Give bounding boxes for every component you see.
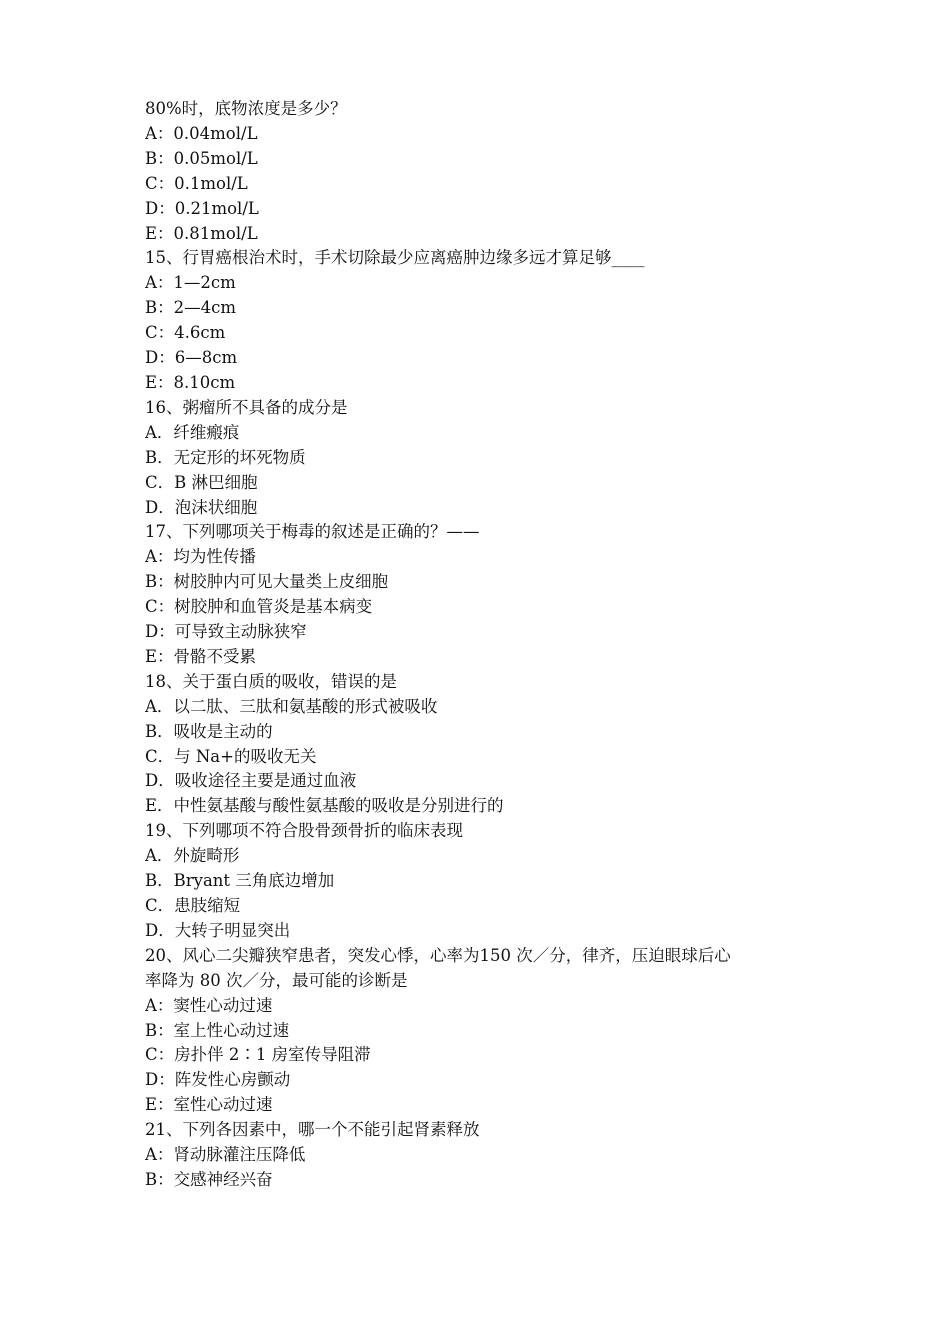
question-20-stem-continuation: 率降为 80 次／分，最可能的诊断是 bbox=[145, 970, 408, 990]
option-line: D．吸收途径主要是通过血液 bbox=[145, 771, 357, 791]
option-line: B：树胶肿内可见大量类上皮细胞 bbox=[145, 572, 389, 592]
option-line: C．与 Na+的吸收无关 bbox=[145, 746, 317, 766]
option-line: C：0.1mol/L bbox=[145, 173, 248, 193]
option-line: E：8.10cm bbox=[145, 372, 236, 392]
question-15-stem: 15、行胃癌根治术时，手术切除最少应离癌肿边缘多远才算足够____ bbox=[145, 248, 645, 268]
option-line: D：阵发性心房颤动 bbox=[145, 1070, 291, 1090]
option-line: C：房扑伴 2∶1 房室传导阻滞 bbox=[145, 1045, 371, 1065]
option-line: A：1—2cm bbox=[145, 273, 236, 293]
question-18-stem: 18、关于蛋白质的吸收，错误的是 bbox=[145, 671, 397, 691]
option-line: B．Bryant 三角底边增加 bbox=[145, 871, 335, 891]
question-16-stem: 16、粥瘤所不具备的成分是 bbox=[145, 397, 348, 417]
option-line: D．泡沫状细胞 bbox=[145, 497, 258, 517]
option-line: C：4.6cm bbox=[145, 323, 226, 343]
option-line: D：可导致主动脉狭窄 bbox=[145, 622, 307, 642]
option-line: A．以二肽、三肽和氨基酸的形式被吸收 bbox=[145, 696, 438, 716]
question-17-stem: 17、下列哪项关于梅毒的叙述是正确的？—— bbox=[145, 522, 480, 542]
option-line: A：0.04mol/L bbox=[145, 123, 258, 143]
option-line: D：0.21mol/L bbox=[145, 198, 259, 218]
option-line: C：树胶肿和血管炎是基本病变 bbox=[145, 597, 373, 617]
option-line: B：0.05mol/L bbox=[145, 148, 258, 168]
option-line: D．大转子明显突出 bbox=[145, 920, 291, 940]
option-line: E：骨骼不受累 bbox=[145, 646, 257, 666]
option-line: E：室性心动过速 bbox=[145, 1095, 273, 1115]
option-line: B：2—4cm bbox=[145, 298, 237, 318]
option-line: C．患肢缩短 bbox=[145, 896, 241, 915]
option-line: A．纤维瘢痕 bbox=[145, 422, 240, 442]
option-line: A：窦性心动过速 bbox=[145, 995, 273, 1015]
option-line: B：交感神经兴奋 bbox=[145, 1169, 273, 1189]
option-line: B：室上性心动过速 bbox=[145, 1020, 290, 1040]
option-line: D：6—8cm bbox=[145, 348, 238, 368]
option-line: A：均为性传播 bbox=[145, 547, 256, 567]
option-line: A．外旋畸形 bbox=[145, 846, 240, 866]
option-line: B．吸收是主动的 bbox=[145, 721, 273, 741]
question-21-stem: 21、下列各因素中，哪一个不能引起肾素释放 bbox=[145, 1120, 480, 1140]
option-line: C．B 淋巴细胞 bbox=[145, 472, 258, 492]
option-line: E．中性氨基酸与酸性氨基酸的吸收是分别进行的 bbox=[145, 796, 504, 816]
option-line: A：肾动脉灌注压降低 bbox=[145, 1145, 306, 1165]
option-line: B．无定形的坏死物质 bbox=[145, 447, 306, 467]
option-line: E：0.81mol/L bbox=[145, 223, 258, 243]
document-body bbox=[145, 97, 825, 1193]
question-19-stem: 19、下列哪项不符合股骨颈骨折的临床表现 bbox=[145, 821, 463, 841]
question-20-stem: 20、风心二尖瓣狭窄患者，突发心悸，心率为150 次／分，律齐，压迫眼球后心 bbox=[145, 945, 731, 965]
question-14-stem-continuation: 80%时，底物浓度是多少？ bbox=[145, 99, 347, 118]
